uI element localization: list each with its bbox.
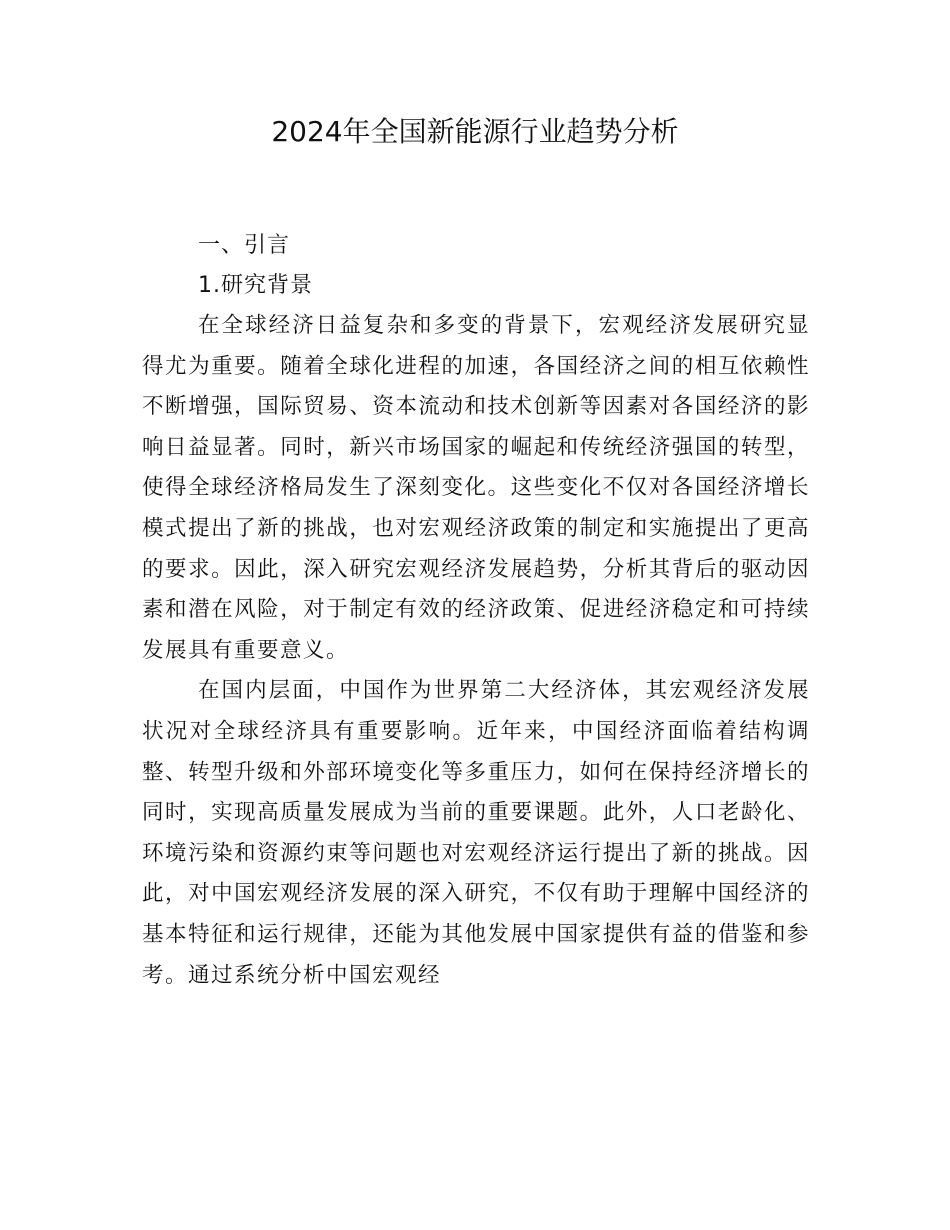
subsection-heading: 1.研究背景 [198, 273, 313, 298]
section-heading: 一、引言 [198, 233, 291, 258]
body-paragraph: 在全球经济日益复杂和多变的背景下，宏观经济发展研究显得尤为重要。随着全球化进程的加速，各国经济之间的相互依赖性不断增强，国际贸易、资本流动和技术创新等因素对各国经济的影响日益显著。同时，新兴市场国家的崛起和传统经济强国的转型，使得全球经济格局发生了深刻变化。这些变化不仅对各国经济增长模式提出了新的挑战，也对宏观经济政策的制定和实施提出了更高的要求。因此，深入研究宏观经济发展趋势，分析其背后的驱动因素和潜在风险，对于制定有效的经济政策、促进经济稳定和可持续发展具有重要意义。 [142, 313, 810, 663]
document-title: 2024年全国新能源行业趋势分析 [271, 115, 679, 148]
document-body [142, 226, 810, 996]
body-paragraph: 在国内层面，中国作为世界第二大经济体，其宏观经济发展状况对全球经济具有重要影响。近年来，中国经济面临着结构调整、转型升级和外部环境变化等多重压力，如何在保持经济增长的同时，实现高质量发展成为当前的重要课题。此外，人口老龄化、环境污染和资源约束等问题也对宏观经济运行提出了新的挑战。因此，对中国宏观经济发展的深入研究，不仅有助于理解中国经济的基本特征和运行规律，还能为其他发展中国家提供有益的借鉴和参考。通过系统分析中国宏观经 [142, 678, 810, 988]
